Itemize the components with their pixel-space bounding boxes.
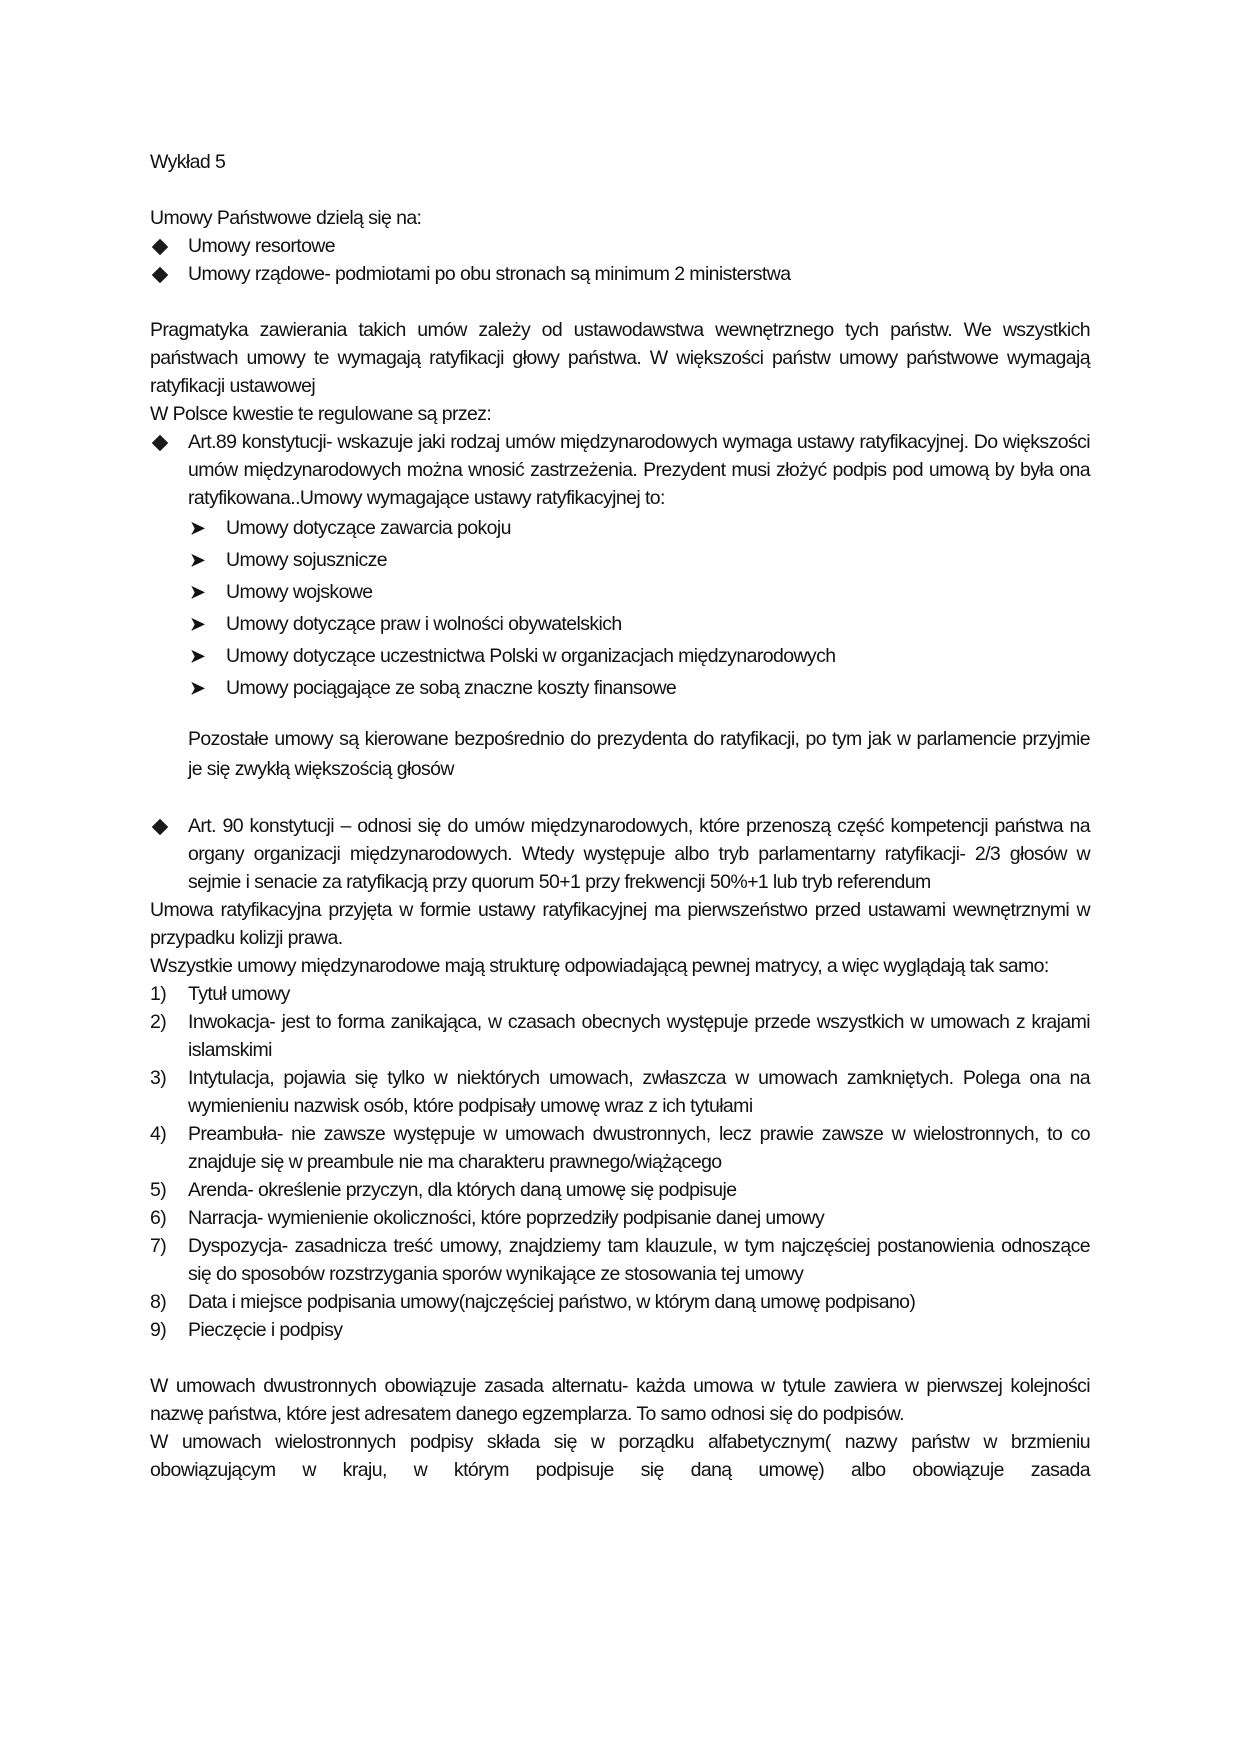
list-item [188, 544, 1090, 576]
list-item-text: Intytulacja, pojawia się tylko w niektórych umowach, zwłaszcza w umowach zamkniętych. Polega ona na wymienieniu nazwisk osób, które podpisały umowę wraz z ich tytułami [188, 1067, 1090, 1117]
list-item-text: Narracja- wymienienie okoliczności, które poprzedziły podpisanie danej umowy [188, 1207, 825, 1229]
intro-heading: Umowy Państwowe dzielą się na: [150, 207, 422, 229]
list-item [188, 512, 1090, 544]
list-item [150, 1176, 1090, 1204]
list-item [188, 640, 1090, 672]
list-number: 6) [150, 1207, 167, 1229]
list-number: 4) [150, 1123, 167, 1145]
list-item [150, 1288, 1090, 1316]
list-item [150, 1064, 1090, 1120]
diamond-bullet-icon [153, 820, 167, 834]
list-item-text: Umowy pociągające ze sobą znaczne koszty finansowe [226, 677, 677, 699]
intro-list [150, 232, 1090, 288]
list-item-text: Umowy resortowe [188, 235, 336, 257]
pragmatyka-paragraph: Pragmatyka zawierania takich umów zależy od ustawodawstwa wewnętrznego tych państw. We wszystkich państwach umowy te wymagają ratyfikacji głowy państwa. W większości państw umowy państwowe wymagają ratyfikacji ustawowej [150, 319, 1090, 397]
document-title: Wykład 5 [150, 151, 226, 173]
list-item-text: Tytuł umowy [188, 983, 290, 1005]
diamond-bullet-icon [153, 436, 167, 450]
list-item [150, 1316, 1090, 1344]
list-item-text: Arenda- określenie przyczyn, dla których daną umowę się podpisuje [188, 1179, 737, 1201]
list-item [150, 1008, 1090, 1064]
arrow-bullet-icon: ➤ [190, 518, 205, 538]
diamond-bullet-icon [153, 240, 167, 254]
wielostronne-paragraph: W umowach wielostronnych podpisy składa się w porządku alfabetycznym( nazwy państw w brzmieniu obowiązującym w kraju, w którym podpisuje się daną umowę) albo obowiązuje zasada [150, 1431, 1090, 1481]
art89-list [150, 428, 1090, 512]
list-number: 7) [150, 1235, 167, 1257]
umowa-ratyfikacyjna-paragraph: Umowa ratyfikacyjna przyjęta w formie ustawy ratyfikacyjnej ma pierwszeństwo przed ustawami wewnętrznymi w przypadku kolizji prawa. [150, 899, 1090, 949]
list-item [150, 1204, 1090, 1232]
list-item-text: Pieczęcie i podpisy [188, 1319, 343, 1341]
list-item-text: Dyspozycja- zasadnicza treść umowy, znajdziemy tam klauzule, w tym najczęściej postanowienia odnoszące się do sposobów rozstrzygania sporów wynikające ze stosowania tej umowy [188, 1235, 1090, 1285]
ratification-required-list [150, 512, 1090, 704]
list-number: 8) [150, 1291, 167, 1313]
list-item-art90 [150, 812, 1090, 896]
art89-text: Art.89 konstytucji- wskazuje jaki rodzaj umów międzynarodowych wymaga ustawy ratyfikacyjnej. Do większości umów międzynarodowych można wnosić zastrzeżenia. Prezydent musi złożyć podpis pod umową by była ona ratyfikowana..Umowy wymagające ustawy ratyfikacyjnej to: [188, 431, 1090, 509]
list-item-text: Umowy dotyczące uczestnictwa Polski w organizacjach międzynarodowych [226, 645, 836, 667]
list-item-text: Preambuła- nie zawsze występuje w umowach dwustronnych, lecz prawie zawsze w wielostronnych, to co znajduje się w preambule nie ma charakteru prawnego/wiążącego [188, 1123, 1090, 1173]
list-item [150, 1232, 1090, 1288]
list-item [150, 1120, 1090, 1176]
list-number: 5) [150, 1179, 167, 1201]
list-item-text: Data i miejsce podpisania umowy(najczęściej państwo, w którym daną umowę podpisano) [188, 1291, 916, 1313]
struktura-heading: Wszystkie umowy międzynarodowe mają strukturę odpowiadającą pewnej matrycy, a więc wyglądają tak samo: [150, 955, 1049, 977]
list-item [150, 232, 1090, 260]
list-number: 2) [150, 1011, 167, 1033]
struktura-list [150, 980, 1090, 1344]
arrow-bullet-icon: ➤ [190, 614, 205, 634]
list-item-text: Inwokacja- jest to forma zanikająca, w czasach obecnych występuje przede wszystkich w umowach z krajami islamskimi [188, 1011, 1090, 1061]
list-item-art89 [150, 428, 1090, 512]
list-item-text: Umowy sojusznicze [226, 549, 388, 571]
list-item [150, 260, 1090, 288]
arrow-bullet-icon: ➤ [190, 646, 205, 666]
polska-heading: W Polsce kwestie te regulowane są przez: [150, 403, 492, 425]
list-item [150, 980, 1090, 1008]
list-item-text: Umowy wojskowe [226, 581, 373, 603]
dwustronne-paragraph: W umowach dwustronnych obowiązuje zasada alternatu- każda umowa w tytule zawiera w pierwszej kolejności nazwę państwa, które jest adresatem danego egzemplarza. To samo odnosi się do podpisów. [150, 1375, 1090, 1425]
list-item-text: Umowy dotyczące praw i wolności obywatelskich [226, 613, 622, 635]
art90-list [150, 812, 1090, 896]
list-item [188, 672, 1090, 704]
arrow-bullet-icon: ➤ [190, 678, 205, 698]
document-page [150, 148, 1090, 1484]
list-number: 1) [150, 983, 167, 1005]
list-number: 3) [150, 1067, 167, 1089]
pozostale-paragraph: Pozostałe umowy są kierowane bezpośrednio do prezydenta do ratyfikacji, po tym jak w parlamencie przyjmie je się zwykłą większością głosów [188, 728, 1090, 780]
arrow-bullet-icon: ➤ [190, 550, 205, 570]
list-number: 9) [150, 1319, 167, 1341]
list-item [188, 608, 1090, 640]
list-item [188, 576, 1090, 608]
list-item-text: Umowy dotyczące zawarcia pokoju [226, 517, 511, 539]
diamond-bullet-icon [153, 268, 167, 282]
arrow-bullet-icon: ➤ [190, 582, 205, 602]
art90-text: Art. 90 konstytucji – odnosi się do umów międzynarodowych, które przenoszą część kompetencji państwa na organy organizacji międzynarodowych. Wtedy występuje albo tryb parlamentarny ratyfikacji- 2/3 głosów w sejmie i senacie za ratyfikacją przy quorum 50+1 przy frekwencji 50%+1 lub tryb referendum [188, 815, 1090, 893]
list-item-text: Umowy rządowe- podmiotami po obu stronach są minimum 2 ministerstwa [188, 263, 791, 285]
